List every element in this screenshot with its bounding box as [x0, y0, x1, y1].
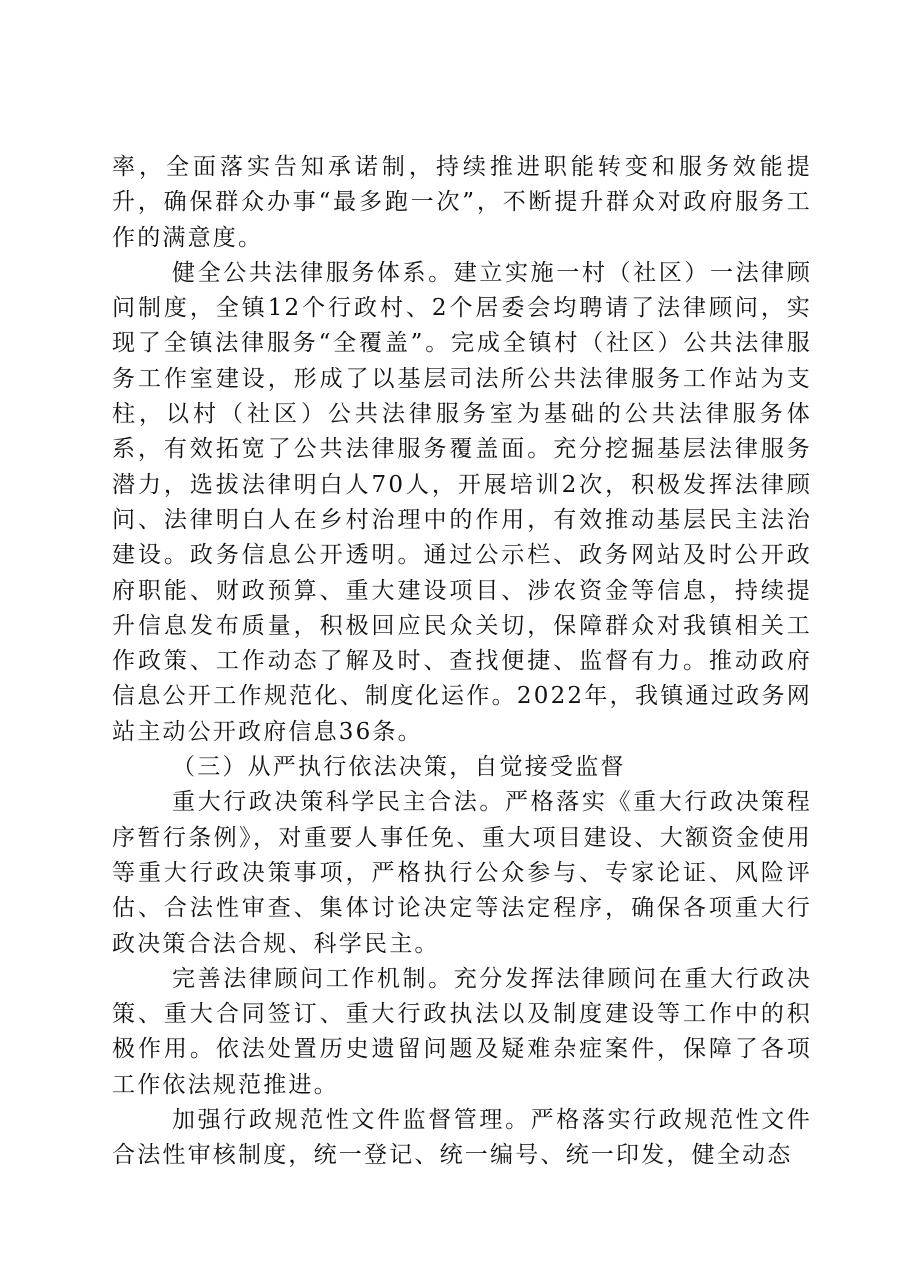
document-body: [112, 150, 812, 1174]
paragraph-normative-documents: 加强行政规范性文件监督管理。严格落实行政规范性文件合法性审核制度，统一登记、统一编号、统一印发，健全动态: [112, 1107, 812, 1169]
paragraph-major-decisions: 重大行政决策科学民主合法。严格落实《重大行政决策程序暂行条例》，对重要人事任免、重大项目建设、大额资金使用等重大行政决策事项，严格执行公众参与、专家论证、风险评估、合法性审查、集体讨论决定等法定程序，确保各项重大行政决策合法合规、科学民主。: [112, 789, 812, 957]
section-heading-3: （三）从严执行依法决策，自觉接受监督: [172, 754, 626, 781]
paragraph-legal-advisor-mechanism: 完善法律顾问工作机制。充分发挥法律顾问在重大行政决策、重大合同签订、重大行政执法以及制度建设等工作中的积极作用。依法处置历史遗留问题及疑难杂症案件，保障了各项工作依法规范推进。: [112, 965, 812, 1098]
paragraph-public-legal-service: 健全公共法律服务体系。建立实施一村（社区）一法律顾问制度，全镇12个行政村、2个居委会均聘请了法律顾问，实现了全镇法律服务“全覆盖”。完成全镇村（社区）公共法律服务工作室建设，形成了以基层司法所公共法律服务工作站为支柱，以村（社区）公共法律服务室为基础的公共法律服务体系，有效拓宽了公共法律服务覆盖面。充分挖掘基层法律服务潜力，选拔法律明白人70人，开展培训2次，积极发挥法律顾问、法律明白人在乡村治理中的作用，有效推动基层民主法治建设。政务信息公开透明。通过公示栏、政务网站及时公开政府职能、财政预算、重大建设项目、涉农资金等信息，持续提升信息发布质量，积极回应民众关切，保障群众对我镇相关工作政策、工作动态了解及时、查找便捷、监督有力。推动政府信息公开工作规范化、制度化运作。2022年，我镇通过政务网站主动公开政府信息36条。: [112, 259, 812, 745]
paragraph-continuation: 率，全面落实告知承诺制，持续推进职能转变和服务效能提升，确保群众办事“最多跑一次”，不断提升群众对政府服务工作的满意度。: [112, 154, 812, 251]
